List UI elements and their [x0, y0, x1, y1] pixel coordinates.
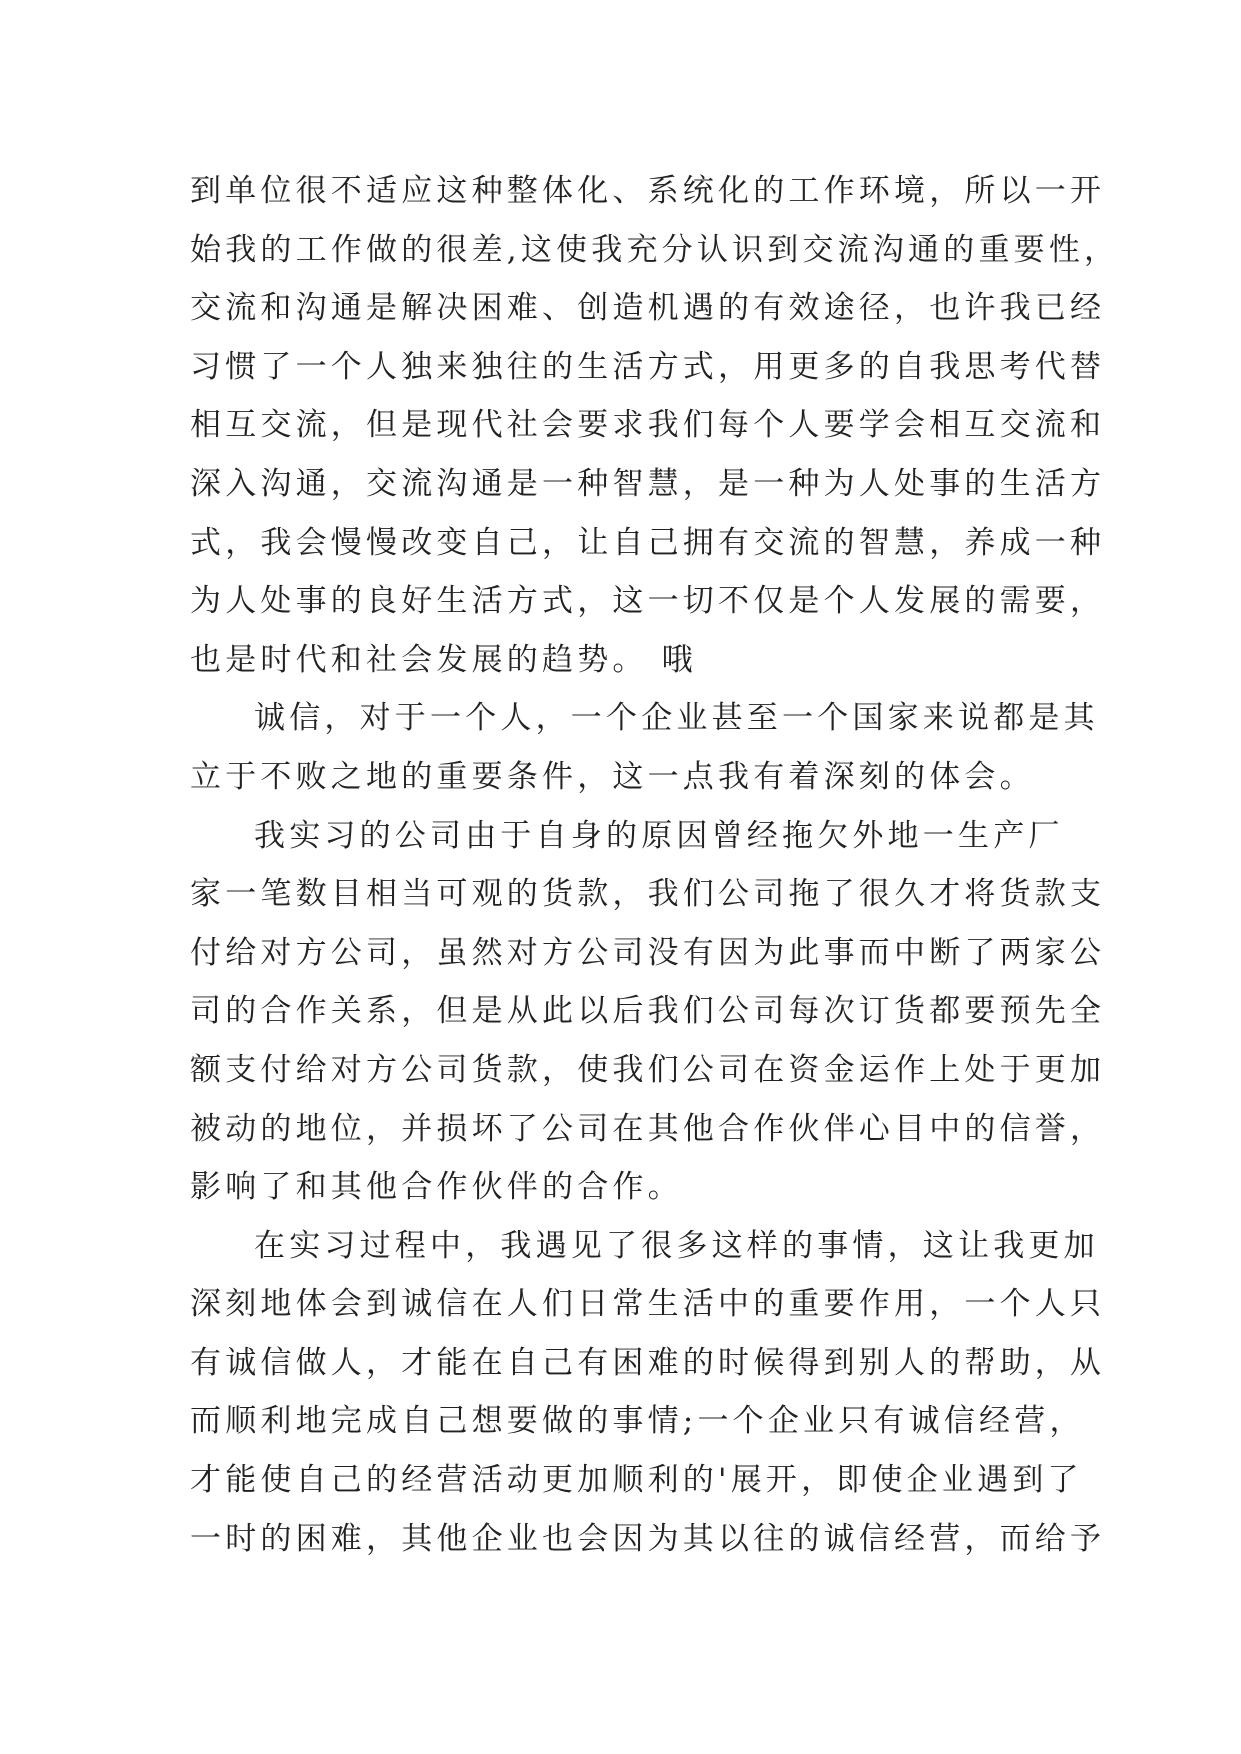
- text-line: 深入沟通，交流沟通是一种智慧，是一种为人处事的生活方: [190, 465, 1106, 502]
- text-line: 相互交流，但是现代社会要求我们每个人要学会相互交流和: [190, 407, 1106, 444]
- paragraph-first-line: 在实习过程中，我遇见了很多这样的事情，这让我更加: [254, 1227, 1099, 1264]
- text-line: 始我的工作做的很差,这使我充分认识到交流沟通的重要性，: [190, 231, 1120, 268]
- text-line: 为人处事的良好生活方式，这一切不仅是个人发展的需要，: [190, 583, 1106, 620]
- text-line: 一时的困难，其他企业也会因为其以往的诚信经营，而给予: [190, 1520, 1106, 1557]
- text-line: 式，我会慢慢改变自己，让自己拥有交流的智慧，养成一种: [190, 524, 1106, 561]
- text-line: 立于不败之地的重要条件，这一点我有着深刻的体会。: [190, 758, 1035, 795]
- text-line: 到单位很不适应这种整体化、系统化的工作环境，所以一开: [190, 173, 1106, 209]
- text-line: 而顺利地完成自己想要做的事情;一个企业只有诚信经营，: [190, 1403, 1085, 1440]
- text-line: 才能使自己的经营活动更加顺利的'展开，即使企业遇到了: [190, 1462, 1083, 1499]
- paragraph-first-line: 我实习的公司由于自身的原因曾经拖欠外地一生产厂: [254, 817, 1064, 854]
- text-line: 有诚信做人，才能在自己有困难的时候得到别人的帮助，从: [190, 1344, 1106, 1381]
- text-line: 交流和沟通是解决困难、创造机遇的有效途径，也许我已经: [190, 290, 1106, 327]
- body-text: [190, 162, 1120, 1568]
- text-line: 习惯了一个人独来独往的生活方式，用更多的自我思考代替: [190, 348, 1106, 385]
- text-line: 家一笔数目相当可观的货款，我们公司拖了很久才将货款支: [190, 876, 1106, 913]
- text-line: 深刻地体会到诚信在人们日常生活中的重要作用，一个人只: [190, 1286, 1106, 1323]
- text-line: 也是时代和社会发展的趋势。 哦: [190, 641, 697, 678]
- text-line: 影响了和其他合作伙伴的合作。: [190, 1169, 683, 1206]
- text-line: 被动的地位，并损坏了公司在其他合作伙伴心目中的信誉，: [190, 1110, 1106, 1147]
- paragraph-first-line: 诚信，对于一个人，一个企业甚至一个国家来说都是其: [254, 700, 1099, 737]
- text-line: 付给对方公司，虽然对方公司没有因为此事而中断了两家公: [190, 934, 1106, 971]
- text-line: 司的合作关系，但是从此以后我们公司每次订货都要预先全: [190, 993, 1106, 1030]
- text-line: 额支付给对方公司货款，使我们公司在资金运作上处于更加: [190, 1051, 1106, 1088]
